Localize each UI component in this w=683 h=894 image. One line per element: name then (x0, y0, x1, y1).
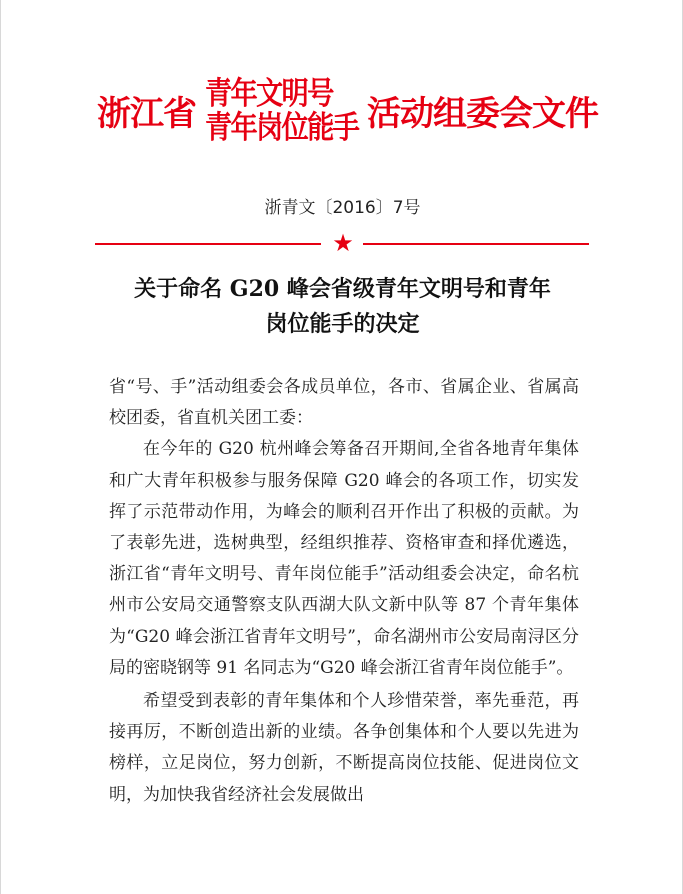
salutation: 省“号、手”活动组委会各成员单位，各市、省属企业、省属高校团委，省直机关团工委： (109, 377, 579, 429)
header-org-left: 浙江省 (97, 94, 196, 134)
header-org-stack (205, 76, 359, 146)
document-number: 浙青文〔2016〕7号 (264, 198, 421, 218)
document-body (109, 372, 579, 811)
title-line-1: 关于命名 G20 峰会省级青年文明号和青年 (134, 276, 551, 302)
document-title (61, 272, 624, 342)
body-paragraph-2: 希望受到表彰的青年集体和个人珍惜荣誉，率先垂范，再接再厉，不断创造出新的业绩。各争创集体和个人要以先进为榜样，立足岗位，努力创新，不断提高岗位技能、促进岗位文明，为加快我省经济社会发展做出 (109, 691, 579, 805)
star-icon: ★ (332, 229, 354, 257)
divider-line-left (95, 243, 321, 245)
header-org-stack-top: 青年文明号 (205, 76, 333, 112)
body-paragraph-1: 在今年的 G20 杭州峰会筹备召开期间,全省各地青年集体和广大青年积极参与服务保障 G20 峰会的各项工作，切实发挥了示范带动作用，为峰会的顺利召开作出了积极的贡献。为了表彰先进，选树典型，经组织推荐、资格审查和择优遴选，浙江省“青年文明号、青年岗位能手”活动组委会决定，命名杭州市公安局交通警察支队西湖大队文新中队等 87 个青年集体为“G20 峰会浙江省青年文明号”，命名湖州市公安局南浔区分局的密晓钢等 91 名同志为“G20 峰会浙江省青年岗位能手”。 (109, 439, 579, 678)
document-header (97, 75, 597, 155)
header-org-right: 活动组委会文件 (367, 94, 598, 134)
title-line-2: 岗位能手的决定 (265, 311, 420, 337)
header-org-stack-bottom: 青年岗位能手 (205, 110, 359, 146)
divider-line-right (363, 243, 589, 245)
red-divider (95, 229, 589, 257)
